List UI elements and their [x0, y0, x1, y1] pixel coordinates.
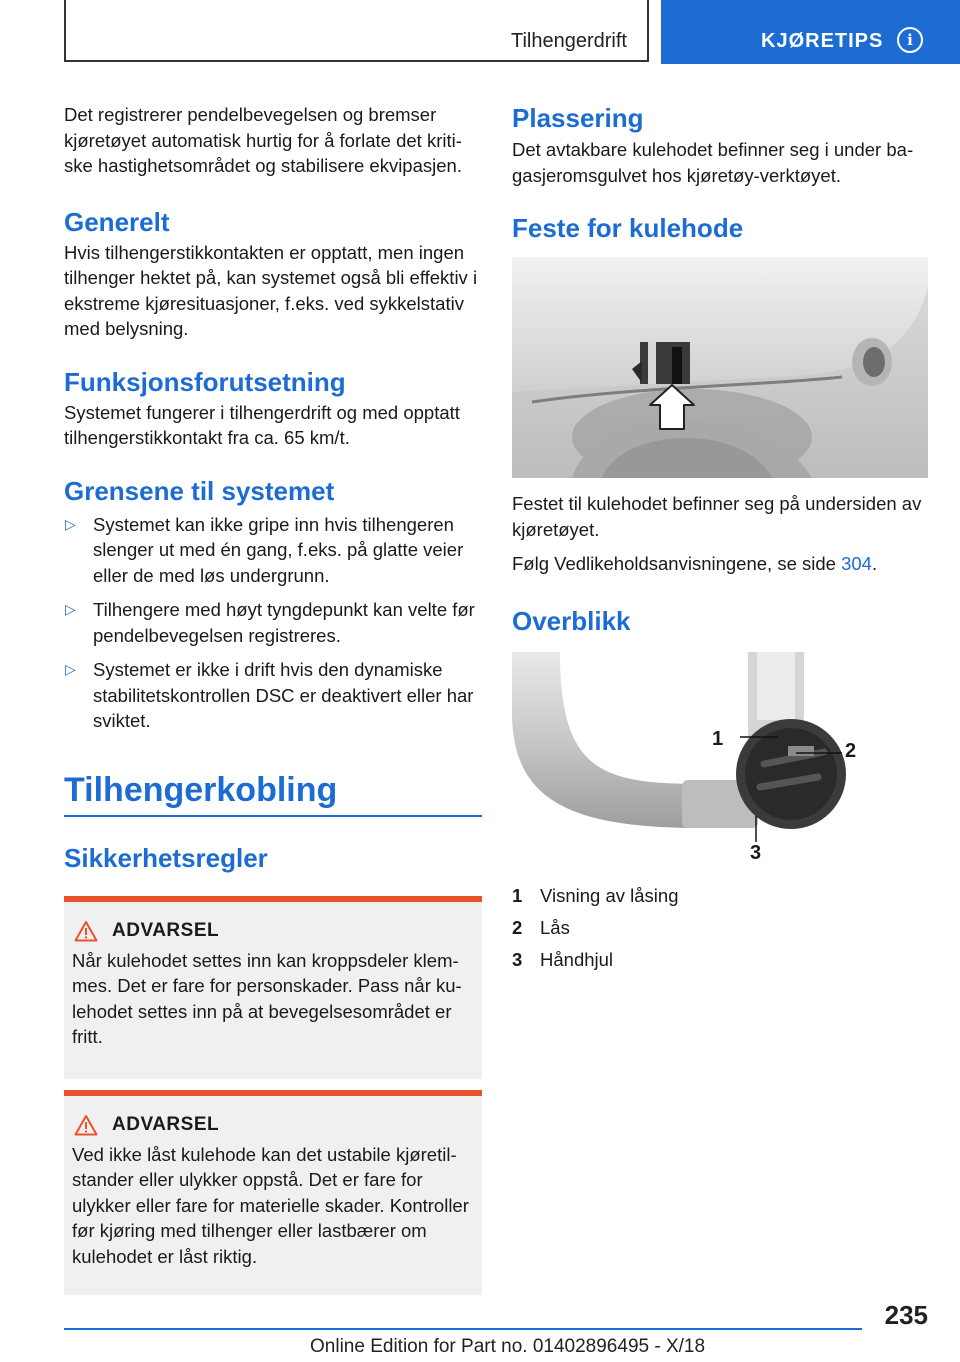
feste-reference: Følg Vedlikeholdsanvisningene, se side 304.	[512, 553, 878, 574]
chapter-heading-block	[64, 770, 482, 817]
page-reference-link[interactable]: 304	[841, 553, 872, 574]
heading-generelt: Generelt	[64, 206, 170, 237]
tow-ball-illustration	[512, 652, 872, 869]
legend-item: 2 Lås	[512, 916, 570, 938]
header-chapter-tab[interactable]	[661, 0, 960, 64]
heading-overblikk: Overblikk	[512, 605, 631, 636]
warning-box	[64, 1090, 482, 1295]
tow-mount-photo	[512, 257, 928, 478]
heading-plassering: Plassering	[512, 103, 644, 133]
feste-caption: Festet til kulehodet befinner seg på undersiden av kjøretøyet.	[512, 493, 922, 540]
heading-feste: Feste for kulehode	[512, 213, 744, 243]
legend-item: 1 Visning av låsing	[512, 884, 679, 906]
warning-title	[74, 920, 474, 942]
edition-info: Online Edition for Part no. 01402896495 - X/18	[310, 1336, 706, 1357]
header-chapter-title: KJØRETIPS	[761, 30, 884, 52]
warning-box	[64, 896, 482, 1079]
heading-funksjonsforutsetning: Funksjonsforutsetning	[64, 366, 346, 397]
list-item: ▷ Systemet kan ikke gripe inn hvis tilhengeren slenger ut med én gang, f.eks. på glatte veier eller de med løs undergrunn.	[65, 513, 464, 586]
list-item: ▷ Tilhengere med høyt tyngdepunkt kan velte før pendelbevegelsen registreres.	[65, 599, 475, 646]
triangle-bullet-icon: ▷	[65, 515, 76, 532]
heading-grensene: Grensene til systemet	[64, 475, 335, 506]
warning-text: Når kulehodet settes inn kan kroppsdeler klemmes. Det er fare for personskader. Pass når kulehodet settes inn på at bevegelsesområdet er fritt.	[72, 949, 462, 1047]
warning-triangle-icon	[74, 1114, 98, 1136]
plassering-paragraph: Det avtakbare kulehodet befinner seg i under bagasjeromsgulvet hos kjøretøy-verktøyet.	[512, 139, 914, 186]
legend-item: 3 Håndhjul	[512, 948, 614, 970]
heading-sikkerhetsregler: Sikkerhetsregler	[64, 842, 268, 873]
warning-triangle-icon	[74, 920, 98, 942]
callout-label: 2	[845, 739, 857, 762]
callout-label: 3	[750, 841, 762, 864]
warning-label: ADVARSEL	[112, 1113, 220, 1135]
warning-text: Ved ikke låst kulehode kan det ustabile kjøretilstander eller ulykker oppstå. Det er fare for ulykker eller fare for materielle skader. Kontroller før kjøring med tilhenger eller lastbærer om kulehodet er låst riktig.	[72, 1143, 469, 1267]
warning-title	[74, 1114, 474, 1136]
callout-label: 1	[712, 727, 724, 750]
page-number: 235	[884, 1300, 928, 1330]
funksjon-paragraph: Systemet fungerer i tilhengerdrift og med opptatt tilhengerstikkontakt fra ca. 65 km/t.	[64, 401, 460, 448]
left-column	[64, 102, 482, 1295]
intro-paragraph: Det registrerer pendelbevegelsen og bremser kjøretøyet automatisk hurtig for å forlate det kritiske hastighetsområdet og stabilisere ekvipasjen.	[64, 104, 462, 176]
grensene-list	[64, 512, 482, 734]
warning-label: ADVARSEL	[112, 919, 220, 941]
list-item: ▷ Systemet er ikke i drift hvis den dynamiske stabilitetskontrollen DSC er deaktivert eller har sviktet.	[65, 659, 474, 731]
generelt-paragraph: Hvis tilhengerstikkontakten er opptatt, men ingen tilhenger hektet på, kan systemet også bli effektiv i ekstreme kjøresituasjoner, f.eks. ved sykkelstativ med belysning.	[64, 241, 478, 339]
header-section-title: Tilhengerdrift	[511, 30, 627, 52]
footer-divider	[64, 1328, 862, 1330]
info-icon: i	[897, 27, 923, 53]
header-section-box	[64, 0, 649, 62]
right-column	[512, 102, 930, 976]
callout-legend	[512, 880, 930, 976]
heading-tilhengerkobling: Tilhengerkobling	[64, 770, 338, 809]
triangle-bullet-icon: ▷	[65, 661, 76, 677]
triangle-bullet-icon: ▷	[65, 601, 76, 617]
